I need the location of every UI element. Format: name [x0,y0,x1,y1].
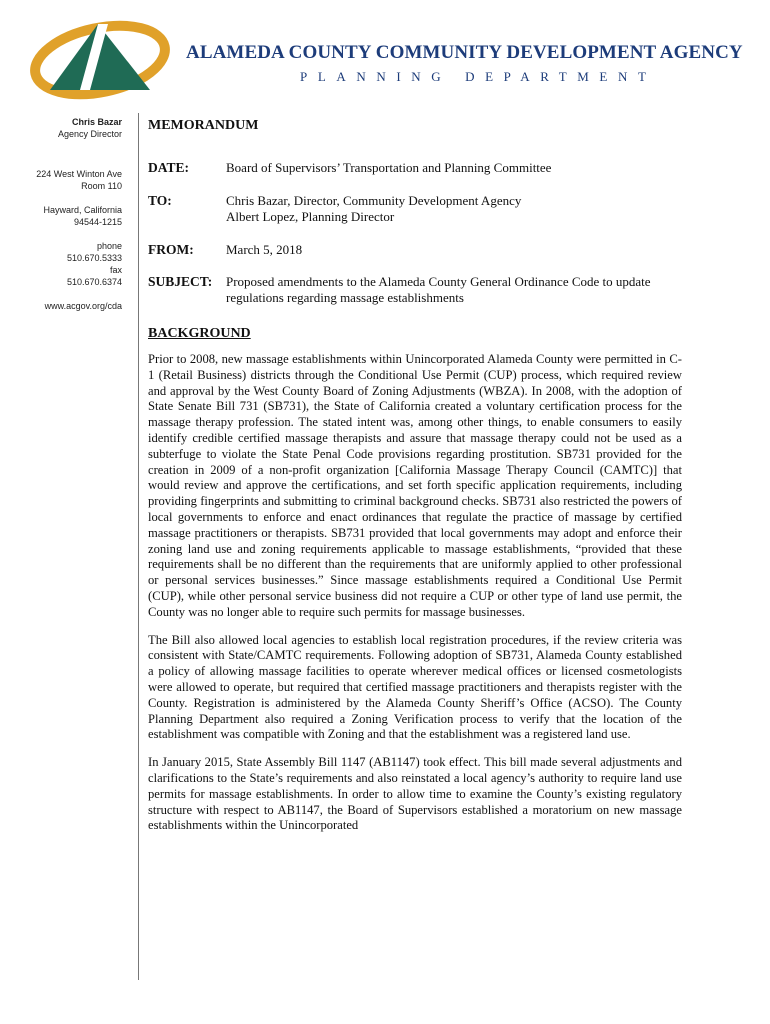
from-label: FROM: [148,242,194,257]
website-link[interactable]: www.acgov.org/cda [44,301,122,311]
divider-line [138,113,139,980]
director-name: Chris Bazar [71,117,122,127]
address-zip: 94544-1215 [73,217,122,227]
from-row [148,242,682,258]
department-name: PLANNING DEPARTMENT [300,69,657,84]
to-line2: Albert Lopez, Planning Director [226,209,395,224]
director-title: Agency Director [57,129,122,139]
agency-logo [30,18,180,100]
subject-label: SUBJECT: [148,274,213,289]
subject-row [148,274,682,306]
subject-line2: regulations regarding massage establishments [226,290,464,305]
subject-line1: Proposed amendments to the Alameda County General Ordinance Code to update [226,274,651,289]
paragraph: The Bill also allowed local agencies to establish local registration procedures, if the review criteria was consistent with State/CAMTC requirements. Following adoption of SB731, Alameda County established a policy of allowing massage facilities to operate wherever medical offices or licensed cosmetologists were allowed to operate, but required that certified massage practitioners and therapists register with the County. Registration is administered by the Alameda County Sheriff’s Office (ACSO). The County Planning Department also required a Zoning Verification process to verify that the location of the establishment was compatible with Zoning and that the establishment was a registered land use. [148,632,682,742]
to-label: TO: [148,193,172,208]
sidebar-contact [0,116,122,312]
to-row [148,193,682,225]
fax-number: 510.670.6374 [66,277,122,287]
section-heading-background: BACKGROUND [148,326,251,341]
memo-body [148,115,682,834]
phone-label: phone [96,241,122,251]
address-line2: Room 110 [81,181,122,191]
to-line1: Chris Bazar, Director, Community Development Agency [226,193,522,208]
address-line1: 224 West Winton Ave [36,169,122,179]
fax-label: fax [109,265,122,275]
address-city: Hayward, California [43,205,122,215]
memo-heading: MEMORANDUM [148,118,259,133]
phone-number: 510.670.5333 [66,253,122,263]
date-label: DATE: [148,160,190,175]
date-value: Board of Supervisors’ Transportation and Planning Committee [226,160,552,175]
paragraph: In January 2015, State Assembly Bill 1147 (AB1147) took effect. This bill made several adjustments and clarifications to the State’s requirements and also reinstated a local agency’s authority to require land use permits for massage establishments. In order to allow time to examine the County’s existing regulatory structure with respect to AB1147, the Board of Supervisors established a moratorium on new massage establishments within the Unincorporated [148,755,682,833]
agency-name: ALAMEDA COUNTY COMMUNITY DEVELOPMENT AGENCY [186,42,743,63]
date-row [148,160,682,176]
paragraph: Prior to 2008, new massage establishments within Unincorporated Alameda County were permitted in C-1 (Retail Business) districts through the Conditional Use Permit (CUP) process, which required review and approval by the West County Board of Zoning Adjustments (WBZA). In 2008, with the adoption of State Senate Bill 731 (SB731), the State of California created a voluntary certification process for the massage therapy profession. The stated intent was, among other things, to enable consumers to easily identify credible certified massage therapists and assure that massage therapy could not be used as a subterfuge to violate the State Penal Code provisions regarding prostitution. SB731 provided for the creation in 2009 of a non-profit organization [California Massage Therapy Council (CAMTC)] that would review and approve the certifications, and set forth specific application requirements, including providing fingerprints and submitting to criminal background checks. SB731 also restricted the powers of local governments to enforce and enact ordinances that regulate the practice of massage by certified massage practitioners or therapists. SB731 provided that local governments may adopt and enforce their zoning land use and zoning requirements applicable to massage establishments, “provided that these requirements shall be no different than the requirements that are uniformly applied to other professional or personal services businesses.” Since massage establishments required a Conditional Use Permit (CUP), while other personal service business did not require a CUP or other type of land use permit, the County was no longer able to require such permits for massage businesses. [148,352,682,619]
from-value: March 5, 2018 [226,242,303,257]
